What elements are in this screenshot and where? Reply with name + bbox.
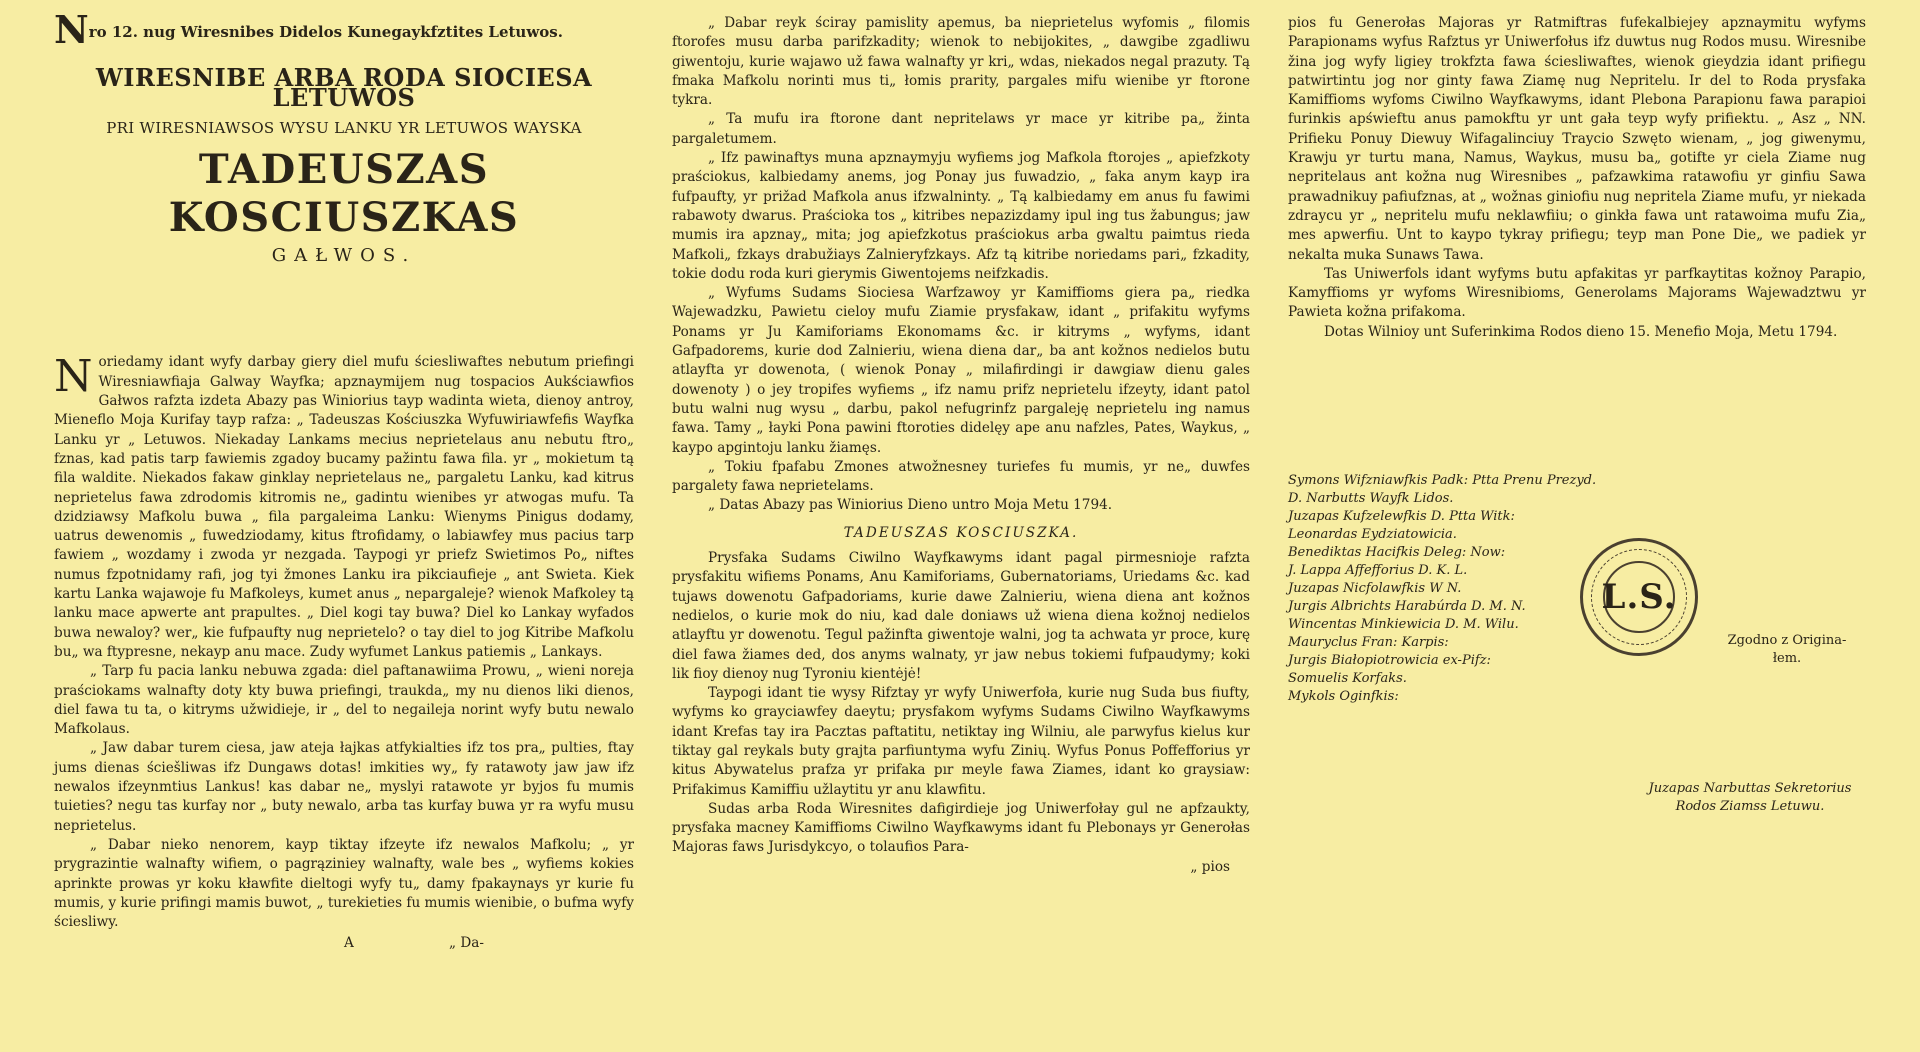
col3-paragraph-3: Dotas Wilnioy unt Suferinkima Rodos dieno 15. Menefio Moja, Metu 1794. bbox=[1324, 323, 1838, 340]
col1-paragraph-1: oriedamy idant wyfy darbay giery diel mufu ściesliwaftes nebutum priefingi Wiresniawfiaja Galway Wayfka; apznaymijem nug tospacios Aukściawfios Gałwos rafzta izdeta Abazy pas Winiorius tayp wadinta wieta, dienoy antroy, Mieneflo Moja Kurifay tayp rafza: „ Tadeuszas Kościuszka Wyfuwiriawfefis Wayfka Lanku yr „ Letuwos. Niekaday Lankams mecius neprietelaus anu nebutu ftro„ fznas, kad patis tarp fawiemis zgadoy bucamy pažintu fawa fila. yr „ mokietum tą fila waldite. Niekados fakaw ginklay neprietelaus ne„ pargaletu Lanku, kad kitrus neprietelus fawa zdrodomis kitromis ne„ gadintu wienibes yr atwogas mufu. Ta dzidziawsy Mafkolu buwa „ fila pargaleima Lanku: Wienyms Pinigus dodamy, uatrus dewenomis „ fuwedziodamy, kitus ftrofidamy, o labiawfey mus pacius tarp fawiem „ wozdamy i zwoda yr nezgada. Taypogi yr priefz Swietimos Po„ niftes numus fzpotnidamy rafi, jog tyi žmones Lanku ira pikciaufieje „ ant Swieta. Kiek kartu Lanka wajawoje fu Mafkoleys, kumet anus „ nepargaleje? wienok Mafkoley tą lanku mace apwerte ant prapultes. „ Diel kogi tay buwa? Diel ko Lankay wyfados buwa newaloy? wer„ kie fufpaufty nug neprietelo? o tay diel to jog Kitribe Mafkolu bu„ wa ftypresne, nekayp anu mace. Zudy wyfumet Lankus patiemis „ Lankays. bbox=[54, 354, 634, 660]
col2-paragraph-2: „ Ta mufu ira ftorone dant nepritelaws yr mace yr kitribe pa„ žinta pargaletumem. bbox=[672, 111, 1250, 147]
col3-paragraph-1: pios fu Generołas Majoras yr Ratmiftras fufekalbiejey apznaymitu wyfyms Parapionams wyfus Rafztus yr Uniwerfołus ifz duwtus nug Rodos musu. Wiresnibe žina jog wyfy ligiey trokfzta fawa ściesliwaftes, wienok gieydzia idant prifiegu patwirtintu jog nor ginty fawa Ziamę nug Nepritelu. Ir del to Roda prysfaka Kamiffioms wyfoms Ciwilno Wayfkawyms, idant Plebona Parapionu fawa parapioi furinkis apświeftu anus pamokftu yr unt gała teyp wyfy prifiektu. „ Asz „ NN. Prifieku Ponuy Diewuy Wifagalinciuy Traycio Szwęto wienam, „ jog giwenymu, Krawju yr turtu mana, Namus, Waykus, musu ba„ gotifte yr ciela Ziame nug nepritelaus ant kožna nug Wiresnibes „ pafzawkima ratawofiu yr ginfiu Sawa prawadnikuy pafiufznas, at „ wožnas giniofiu nug nepritela Ziame mufu, yr niekada zdraycu yr „ nepritelu mufu neklawfiiu; o ginkła fawa unt ratawoima mufu Zia„ mes apwerfiu. Unt to kaypo tykray prifiegu; teyp man Pone Die„ we padiek yr nekalta muka Sunaws Tawa. bbox=[1288, 15, 1866, 263]
kosciuszko-signature: TADEUSZAS KOSCIUSZKA. bbox=[843, 524, 1079, 541]
col2-paragraph-8: Taypogi idant tie wysy Rifztay yr wyfy Uniwerfoła, kurie nug Suda bus fiufty, wyfyms ko grayciawfey daeytu; prysfakom wyfyms Sudams Ciwilno Wayfkawyms idant Krefas tay ira Pacztas paftatitu, netiktay ing Wilniu, ale parwyfus kielus kur tiktay gal reykals buty grajta parfiuntyma wyfu Zinių. Wyfus Ponus Poffefforius yr kitus Abywatelus prafza yr prifaka pır meyle fawa Ziames, idant ko graysiaw: Prifakimus Kamiffiu užlaytitu yr anu klawfitu. bbox=[672, 685, 1250, 798]
signature-line: Mykols Oginfkis: bbox=[1288, 689, 1399, 704]
col2-paragraph-1: „ Dabar reyk ściray pamislity apemus, ba nieprietelus wyfomis „ filomis ftorofes musu darba parifzkadity; wienok to nebijokites, „ dawgibe zgadliwu giwentoju, kurie wajawo už fawa walnafty yr kri„ wdas, niekados negal prazuty. Tą fmaka Mafkolu norinti mus ti„ łomis prarity, pargales mifu wienibe yr ftorone tykra. bbox=[672, 15, 1250, 109]
col2-paragraph-3: „ Ifz pawinaftys muna apznaymyju wyfiems jog Mafkola ftorojes „ apiefzkoty praściokus, kalbiedamy anems, jog Ponay jus fuwadzio, „ faka anym kayp ira fufpaufty, yr prižad Mafkola anus ifzwalninty. „ Tą kalbiedamy em anus fu fawimi rabawoty dwarus. Praścioka tos „ kitribes nepazizdamy ipul ing tus žabungus; jaw mumis ira apznay„ mita; jog apiefzkotus praściokus arba gwaltu paimtus rieda Mafkoli„ fzkays drabužiays Zalnieryfzkays. Afz tą kitribe noriedams pari„ fzkadity, tokie dodu roda kuri gierymis Giwentojems neifzkadis. bbox=[672, 150, 1250, 282]
column-2 bbox=[672, 14, 1250, 877]
seal-text: L.S. bbox=[1603, 561, 1675, 633]
title-name: TADEUSZAS KOSCIUSZKAS bbox=[168, 146, 520, 242]
signature-line: J. Lappa Affefforius D. K. L. bbox=[1288, 563, 1468, 578]
signature-line: Leonardas Eydziatowicia. bbox=[1288, 527, 1457, 542]
secretary-line-1: Juzapas Narbuttas Sekretorius bbox=[1648, 781, 1852, 796]
signature-line: Jurgis Albrichts Harabúrda D. M. N. bbox=[1288, 599, 1526, 614]
signature-line: D. Narbutts Wayfk Lidos. bbox=[1288, 491, 1454, 506]
signature-line: Symons Wifzniawfkis Padk: Ptta Prenu Prezyd. bbox=[1288, 473, 1597, 488]
secretary-signature bbox=[1630, 780, 1870, 816]
signature-line: Benediktas Hacifkis Deleg: Now: bbox=[1288, 545, 1506, 560]
drop-cap: N bbox=[54, 351, 93, 403]
conformity-line-1: Zgodno z Origina- bbox=[1727, 633, 1847, 648]
signature-line: Mauryclus Fran: Karpis: bbox=[1288, 635, 1449, 650]
issue-number-initial: N bbox=[54, 7, 89, 52]
catchword: „ Da- bbox=[449, 935, 484, 952]
seal-stamp bbox=[1580, 538, 1698, 656]
col3-paragraph-2: Tas Uniwerfols idant wyfyms butu apfakitas yr parfkaytitas kožnoy Parapio, Kamyffioms yr wyfoms Wiresnibioms, Generolams Majorams Wajewadztwu yr Pawieta kožna prifakoma. bbox=[1288, 265, 1866, 321]
issue-header bbox=[54, 7, 634, 52]
title-galwos: GAŁWOS. bbox=[271, 245, 417, 267]
conformity-line-2: łem. bbox=[1772, 651, 1802, 666]
signatures-list bbox=[1288, 472, 1628, 706]
col2-paragraph-5: „ Tokiu fpafabu Zmones atwožnesney turiefes fu mumis, yr ne„ duwfes pargalety fawa neprietelams. bbox=[672, 458, 1250, 495]
signature-mark: A bbox=[344, 935, 354, 952]
signature-line: Juzapas Kufzelewfkis D. Ptta Witk: bbox=[1288, 509, 1515, 524]
col2-paragraph-6: „ Datas Abazy pas Winiorius Dieno untro Moja Metu 1794. bbox=[708, 497, 1113, 514]
column-1 bbox=[54, 7, 634, 954]
col2-footer bbox=[672, 858, 1250, 877]
secretary-line-2: Rodos Ziamss Letuwu. bbox=[1675, 799, 1825, 814]
signature-line: Jurgis Białopiotrowicia ex-Pifz: bbox=[1288, 653, 1491, 668]
col1-paragraph-4: „ Dabar nieko nenorem, kayp tiktay ifzeyte ifz newalos Mafkolu; „ yr prygrazintie walnafty wifiem, o pagrąziniey walnafty, wale bes „ wyfiems kokies aprinkte prowas yr koku kławfite dieltogi wyfy tu„ damy fpakaynays yr kurie fu mumis, y kurie prifingi mamis buwot, „ turekieties fu mumis wienibie, o bufma wyfy ściesliwy. bbox=[54, 836, 634, 931]
title-line-2: PRI WIRESNIAWSOS WYSU LANKU YR LETUWOS WAYSKA bbox=[106, 118, 582, 137]
signature-line: Juzapas Nicfolawfkis W N. bbox=[1288, 581, 1462, 596]
title-line-1: WIRESNIBE ARBA RODA SIOCIESA LETUWOS bbox=[95, 63, 593, 112]
issue-number-text: ro 12. nug Wiresnibes Didelos Kunegaykfztites Letuwos. bbox=[88, 23, 563, 41]
signature-line: Somuelis Korfaks. bbox=[1288, 671, 1407, 686]
col1-paragraph-2: „ Tarp fu pacia lanku nebuwa zgada: diel paftanawiima Prowu, „ wieni noreja praściokams walnafty doty kty buwa priefingi, traukda„ my nu dienos liki dienos, diel fawa tu ta, o kitryms užwidieje, ir „ del to negaileja norint wyfy butu newalo Mafkolaus. bbox=[54, 663, 634, 738]
conformity-note bbox=[1722, 632, 1852, 668]
col2-paragraph-4: „ Wyfums Sudams Siociesa Warfzawoy yr Kamiffioms giera pa„ riedka Wajewadzku, Pawietu cieloy mufu Ziamie prysfakaw, idant „ prifakitu wyfyms Ponams yr Ju Kamiforiams Ekonomams &c. ir kitryms „ wyfyms, idant Gafpadorems, kurie dod Zalnieriu, wiena diena dar„ ba ant kožnos nedielos butu atlayfta yr dowenota, ( wienok Ponay „ milafirdingi ir dawgiaw dienu gales dowenoty ) o jey tropifes wyfiems „ ifz namu prifz neprietelu ifzeyty, idant patol butu walni nug wysu „ darbu, pakol nefugrinfz pargaleję neprietelu ing namus fawa. Tamy „ łayki Pona pawini ftoroties didelęy ape anu nafzles, Pates, Waykus, „ kaypo apgintoju lanku žiamęs. bbox=[672, 285, 1250, 456]
column-3 bbox=[1288, 14, 1866, 342]
col2-paragraph-7: Prysfaka Sudams Ciwilno Wayfkawyms idant pagal pirmesnioje rafzta prysfakitu wifiems Ponams, Anu Kamiforiams, Gubernatoriams, Uriedams &c. kad tujaws dowenotu Gafpadoriams, kurie dawe Zalnieriu, wiena diena ant kožnos nedielos, o kurie mok do niu, kad dale doniaws už wiena diena kožnoj nedielos atlayftu yr dowenotu. Tegul pažinfta giwentoje walni, jog ta achwata yr proce, kurę diel fawa žiames ded, dos anyms walnaty, yr jaw nebus tokiemi fufpaudymy; koki lik fioy dienoy nug Tyroniu kientėjė! bbox=[672, 550, 1250, 682]
col1-footer bbox=[54, 934, 634, 953]
signature-line: Wincentas Minkiewicia D. M. Wilu. bbox=[1288, 617, 1519, 632]
catchword: „ pios bbox=[1190, 858, 1230, 875]
col1-paragraph-3: „ Jaw dabar turem ciesa, jaw ateja łajkas atfykialties ifz tos pra„ pulties, ftay jums dienas ściešliwas ifz Dungaws dotas! imkities wy„ fy ratawoty jaw jaw ifz newalos ifzeynmtius Lankus! kas dabar ne„ myslyi ratawote yr byjos fu mumis tuieties? negu tas kurfay nor „ buty newalo, arba tas kurfay buwa yr ra wyfu musu neprietelus. bbox=[54, 740, 634, 834]
col2-paragraph-9: Sudas arba Roda Wiresnites dafigirdieje jog Uniwerfołay gul ne apfzaukty, prysfaka macney Kamiffioms Ciwilno Wayfkawyms idant fu Plebonays yr Generołas Majoras faws Jurisdykcyo, o tolaufios Para- bbox=[672, 800, 1250, 856]
